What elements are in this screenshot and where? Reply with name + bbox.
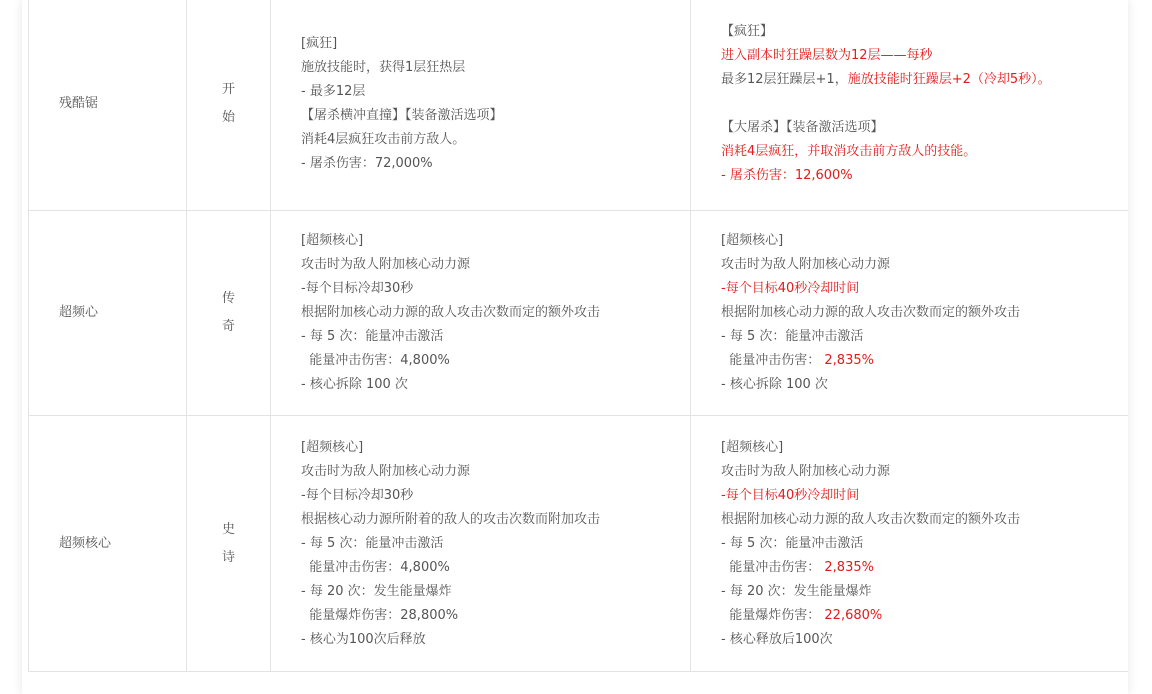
description-line xyxy=(301,508,690,532)
description-line xyxy=(301,580,690,604)
description-line xyxy=(721,277,1128,301)
description-after-cell xyxy=(691,211,1129,416)
description-after-cell xyxy=(691,0,1129,211)
item-name: 残酷锯 xyxy=(59,95,99,111)
item-grade-cell xyxy=(187,0,271,211)
description-line xyxy=(301,325,690,349)
description-text: 【大屠杀】【装备激活选项】 xyxy=(721,119,884,135)
item-name: 超频核心 xyxy=(59,535,112,551)
description-line xyxy=(721,508,1128,532)
description-line xyxy=(721,580,1128,604)
grade-char: 始 xyxy=(221,109,235,125)
description-text: - 核心为100次后释放 xyxy=(301,631,426,647)
item-name: 超频心 xyxy=(59,305,99,320)
description-text: - 每 20 次：发生能量爆炸 xyxy=(721,583,872,599)
description-line xyxy=(721,92,1128,116)
grade-char: 开 xyxy=(221,81,235,97)
description-text: - 每 5 次：能量冲击激活 xyxy=(301,329,444,344)
description-text: - 屠杀伤害：72,000% xyxy=(301,155,433,171)
description-text: - 每 20 次：发生能量爆炸 xyxy=(301,583,452,599)
description-highlight: 施放技能时狂躁层+2（冷却5秒）。 xyxy=(847,71,1051,87)
grade-char: 诗 xyxy=(221,549,235,565)
description-text: [超频核心] xyxy=(721,233,784,248)
description-text: 根据核心动力源所附着的敌人的攻击次数而附加攻击 xyxy=(301,511,601,527)
description-text: 根据附加核心动力源的敌人攻击次数而定的额外攻击 xyxy=(301,305,601,320)
description-line xyxy=(301,460,690,484)
description-line xyxy=(301,56,690,80)
description-line xyxy=(301,32,690,56)
description-line xyxy=(301,628,690,652)
item-name-cell xyxy=(29,0,187,211)
description-text: 最多12层狂躁层+1， xyxy=(721,71,848,87)
description-text: [超频核心] xyxy=(301,439,364,455)
description-highlight: 2,835% xyxy=(820,353,874,368)
description-text: 能量冲击伤害：4,800% xyxy=(301,559,450,575)
description-text: [超频核心] xyxy=(301,233,364,248)
description-line xyxy=(721,44,1128,68)
description-line xyxy=(301,253,690,277)
description-text: [疯狂] xyxy=(301,35,338,51)
description-text: 【屠杀横冲直撞】【装备激活选项】 xyxy=(301,107,503,123)
description-text: -每个目标40秒冷却时间 xyxy=(721,487,860,503)
description-highlight: 2,835% xyxy=(820,559,874,575)
description-text xyxy=(721,96,725,111)
description-text: -每个目标冷却30秒 xyxy=(301,281,414,296)
description-line xyxy=(301,373,690,397)
description-text: 根据附加核心动力源的敌人攻击次数而定的额外攻击 xyxy=(721,305,1021,320)
description-line xyxy=(721,532,1128,556)
description-text: 能量冲击伤害： xyxy=(721,559,821,575)
description-line xyxy=(301,277,690,301)
description-text: 消耗4层疯狂，并取消攻击前方敌人的技能。 xyxy=(721,143,977,159)
description-text: 进入副本时狂躁层数为12层——每秒 xyxy=(721,47,933,63)
description-text: - 最多12层 xyxy=(301,83,366,99)
item-name-cell xyxy=(29,211,187,416)
description-text: 攻击时为敌人附加核心动力源 xyxy=(721,463,891,479)
description-text: [超频核心] xyxy=(721,439,784,455)
description-text: - 核心释放后100次 xyxy=(721,631,833,647)
item-grade-cell xyxy=(187,211,271,416)
description-highlight: 22,680% xyxy=(820,607,883,623)
table-body xyxy=(29,0,1129,672)
description-line xyxy=(721,556,1128,580)
description-text: -每个目标40秒冷却时间 xyxy=(721,281,860,296)
grade-char: 史 xyxy=(221,521,235,537)
description-line xyxy=(721,484,1128,508)
description-text: - 屠杀伤害：12,600% xyxy=(721,167,853,183)
table-row xyxy=(29,416,1129,672)
table-row xyxy=(29,0,1129,211)
description-line xyxy=(301,301,690,325)
description-line xyxy=(301,532,690,556)
table-row xyxy=(29,211,1129,416)
item-name-cell xyxy=(29,416,187,672)
description-line xyxy=(721,229,1128,253)
description-before-cell xyxy=(271,416,691,672)
description-after-cell xyxy=(691,416,1129,672)
description-line xyxy=(301,604,690,628)
description-line xyxy=(721,68,1128,92)
description-text: - 核心拆除 100 次 xyxy=(301,377,408,392)
description-line xyxy=(301,484,690,508)
description-line xyxy=(721,460,1128,484)
description-text: - 每 5 次：能量冲击激活 xyxy=(721,329,864,344)
description-text: 攻击时为敌人附加核心动力源 xyxy=(301,257,471,272)
description-text: 能量爆炸伤害： xyxy=(721,607,821,623)
description-line xyxy=(301,229,690,253)
description-line xyxy=(721,301,1128,325)
description-line xyxy=(721,349,1128,373)
description-line xyxy=(721,20,1128,44)
description-line xyxy=(721,628,1128,652)
description-line xyxy=(721,116,1128,140)
description-text: - 每 5 次：能量冲击激活 xyxy=(721,535,864,551)
description-text: 消耗4层疯狂攻击前方敌人。 xyxy=(301,131,466,147)
grade-char: 奇 xyxy=(221,319,235,334)
grade-char: 传 xyxy=(221,291,235,306)
description-line xyxy=(721,436,1128,460)
description-text: 能量冲击伤害： xyxy=(721,353,821,368)
description-line xyxy=(721,140,1128,164)
item-grade-cell xyxy=(187,416,271,672)
description-before-cell xyxy=(271,0,691,211)
description-line xyxy=(301,152,690,176)
description-line xyxy=(721,373,1128,397)
description-line xyxy=(301,104,690,128)
description-text: 能量冲击伤害：4,800% xyxy=(301,353,450,368)
description-text: 根据附加核心动力源的敌人攻击次数而定的额外攻击 xyxy=(721,511,1021,527)
description-line xyxy=(301,349,690,373)
description-line xyxy=(301,556,690,580)
description-text: - 每 5 次：能量冲击激活 xyxy=(301,535,444,551)
description-text: 能量爆炸伤害：28,800% xyxy=(301,607,459,623)
description-text: - 核心拆除 100 次 xyxy=(721,377,828,392)
description-text: 攻击时为敌人附加核心动力源 xyxy=(721,257,891,272)
equipment-comparison-table xyxy=(28,0,1128,672)
description-text: -每个目标冷却30秒 xyxy=(301,487,414,503)
description-text: 攻击时为敌人附加核心动力源 xyxy=(301,463,471,479)
description-before-cell xyxy=(271,211,691,416)
comparison-card xyxy=(22,0,1128,694)
description-line xyxy=(301,128,690,152)
description-line xyxy=(301,80,690,104)
description-line xyxy=(721,325,1128,349)
description-line xyxy=(721,604,1128,628)
description-line xyxy=(721,164,1128,188)
description-line xyxy=(301,436,690,460)
description-line xyxy=(721,253,1128,277)
description-text: 施放技能时，获得1层狂热层 xyxy=(301,59,466,75)
description-text: 【疯狂】 xyxy=(721,23,774,39)
